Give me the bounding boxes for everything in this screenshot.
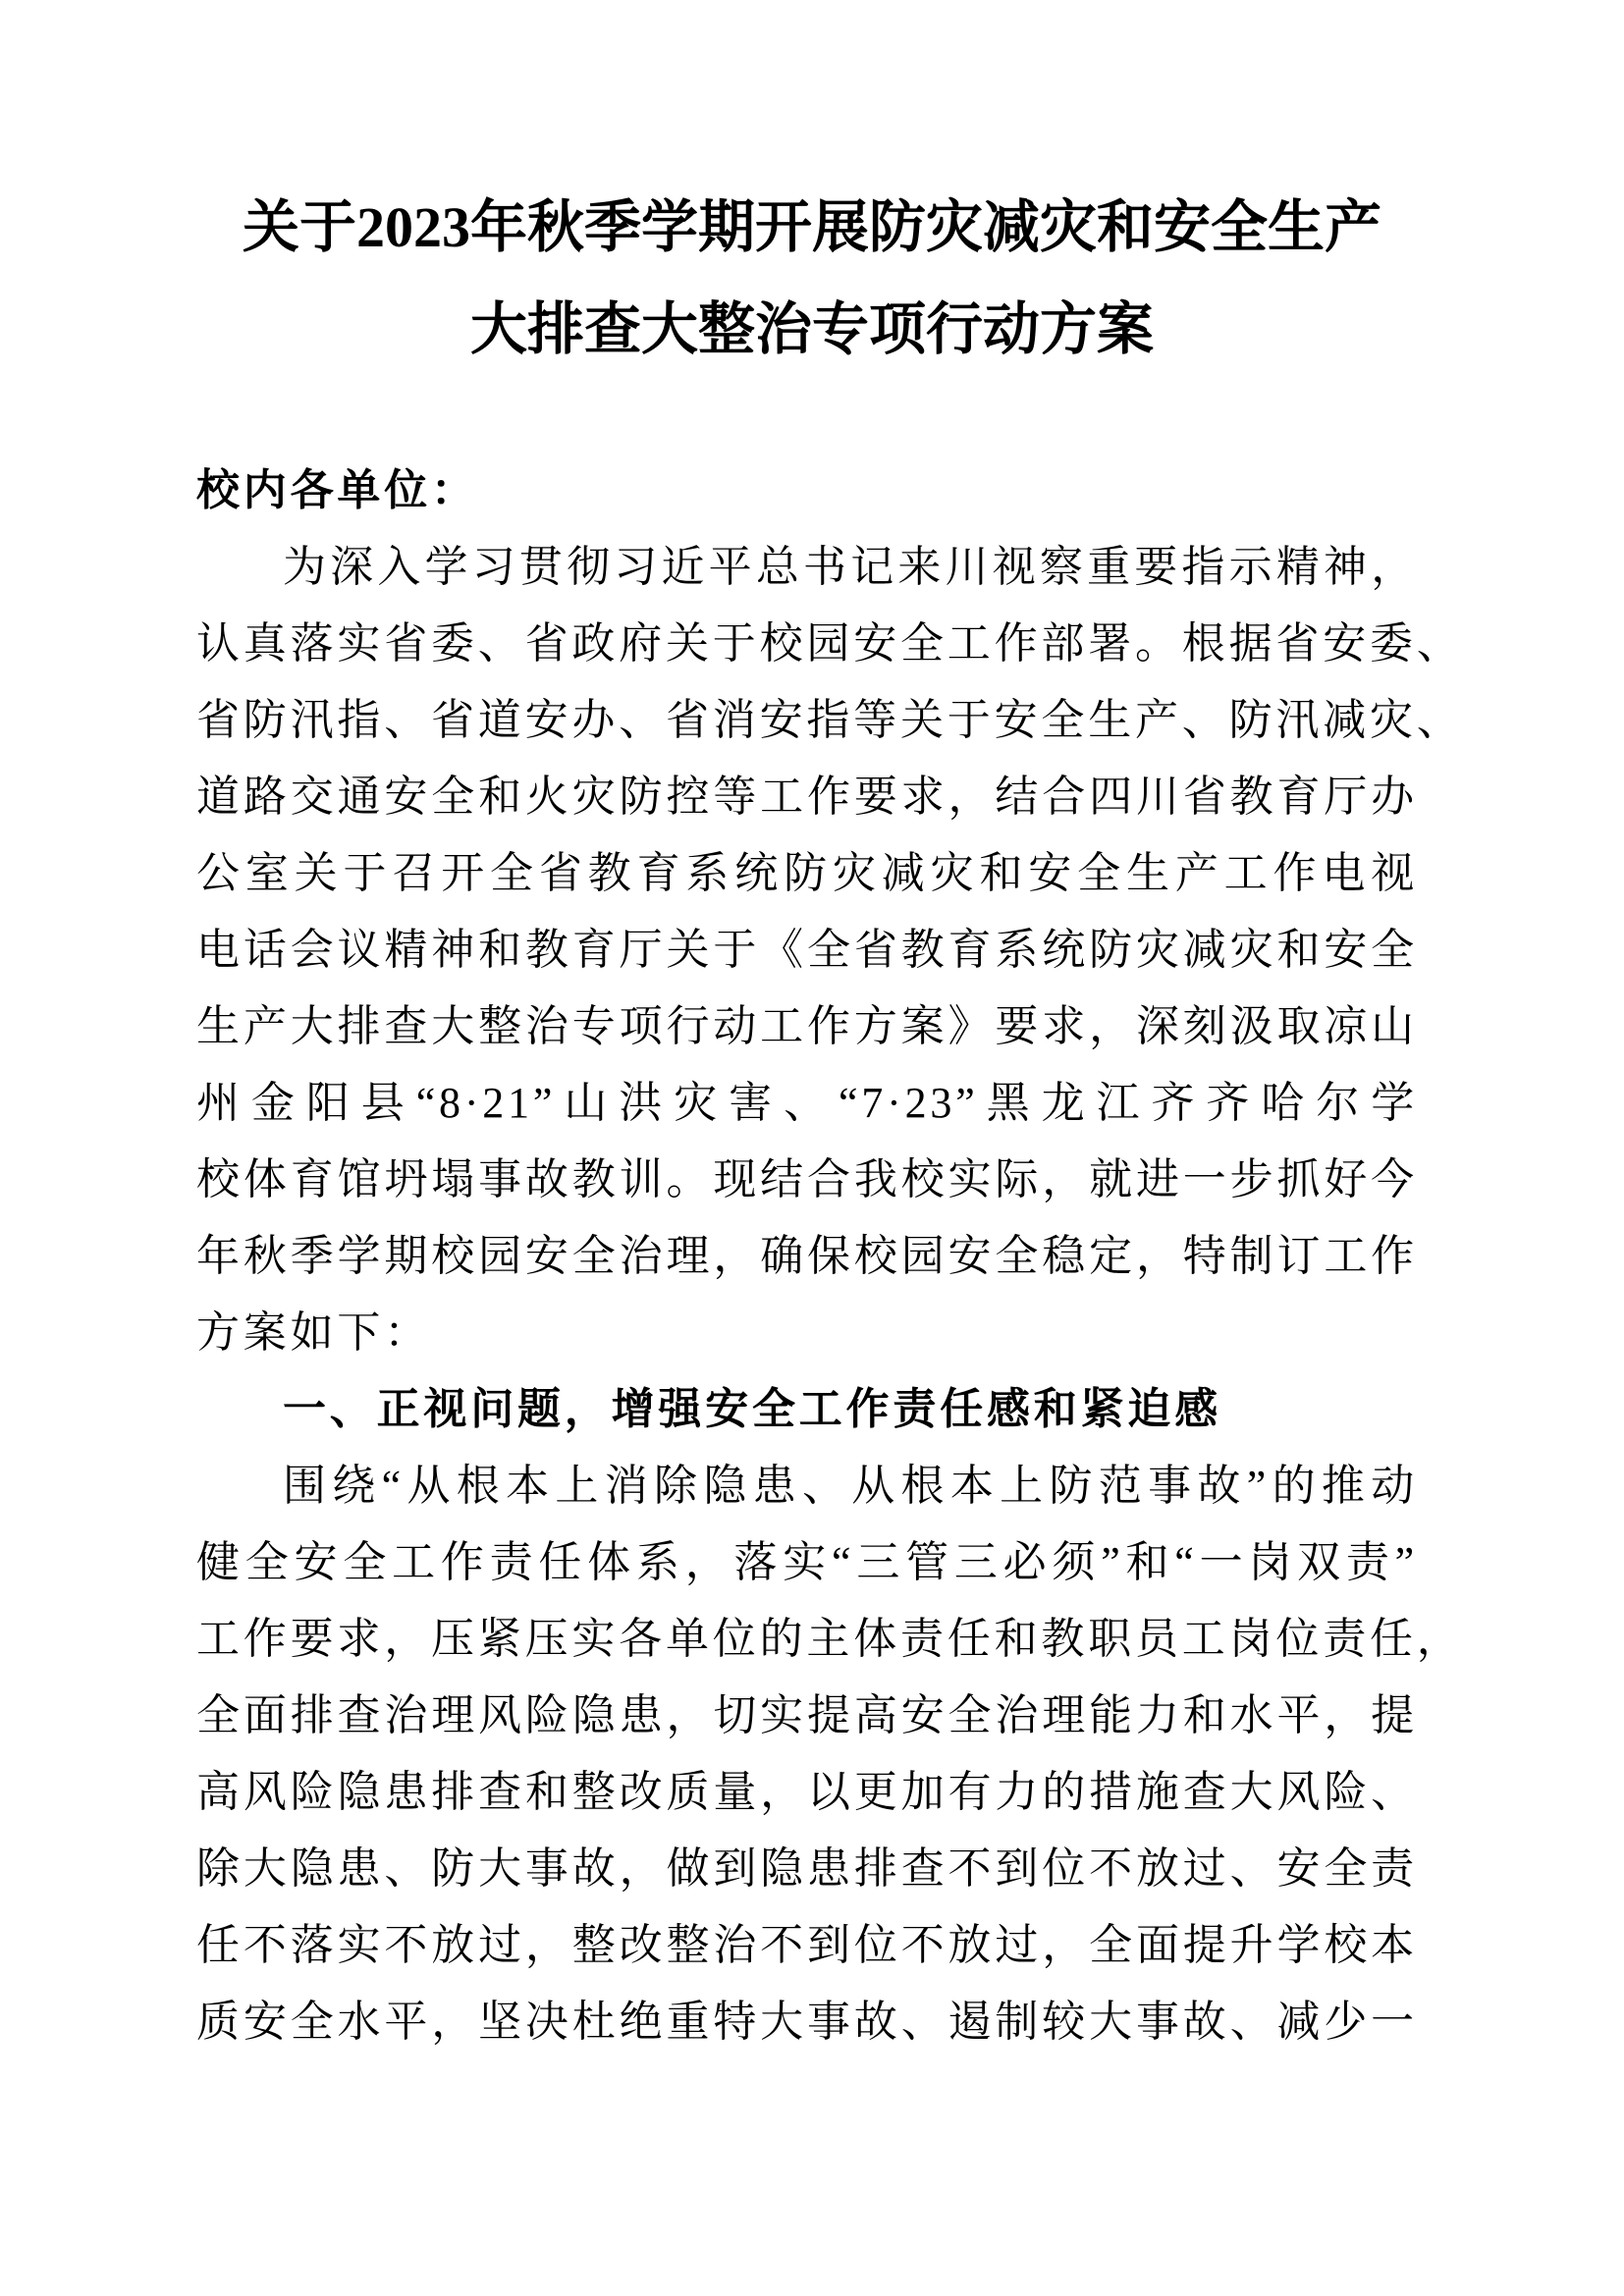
paragraph-2 (196, 1448, 1464, 2060)
body-line: 省防汛指、省道安办、省消安指等关于安全生产、防汛减灾、 (196, 696, 1464, 744)
body-line: 认真落实省委、省政府关于校园安全工作部署。根据省安委、 (196, 619, 1464, 667)
body-line: 围绕“从根本上消除隐患、从根本上防范事故”的推动 (283, 1462, 1418, 1510)
body-line: 工作要求，压紧压实各单位的主体责任和教职员工岗位责任， (196, 1615, 1464, 1663)
section-heading: 一、正视问题，增强安全工作责任感和紧迫感 (283, 1385, 1221, 1433)
body-line: 年秋季学期校园安全治理，确保校园安全稳定，特制订工作 (196, 1232, 1418, 1280)
body-line: 生产大排查大整治专项行动工作方案》要求，深刻汲取凉山 (196, 1002, 1418, 1050)
body-line: 校体育馆坍塌事故教训。现结合我校实际，就进一步抓好今 (196, 1155, 1418, 1203)
body-line: 全面排查治理风险隐患，切实提高安全治理能力和水平，提 (196, 1691, 1418, 1739)
paragraph-1 (196, 529, 1464, 1371)
body-line: 质安全水平，坚决杜绝重特大事故、遏制较大事故、减少一 (196, 1998, 1418, 2046)
body-line: 健全安全工作责任体系，落实“三管三必须”和“一岗双责” (196, 1538, 1418, 1586)
title-line-1: 关于2023年秋季学期开展防灾减灾和安全生产 (242, 195, 1381, 259)
document-body (196, 453, 1464, 2060)
title-line-2: 大排查大整治专项行动方案 (469, 297, 1154, 361)
body-line: 除大隐患、防大事故，做到隐患排查不到位不放过、安全责 (196, 1844, 1418, 1893)
body-line: 方案如下： (196, 1308, 431, 1357)
body-line: 任不落实不放过，整改整治不到位不放过，全面提升学校本 (196, 1921, 1418, 1969)
body-line: 高风险隐患排查和整改质量，以更加有力的措施查大风险、 (196, 1768, 1418, 1816)
body-line: 为深入学习贯彻习近平总书记来川视察重要指示精神， (283, 543, 1418, 591)
salutation: 校内各单位： (196, 466, 478, 514)
body-line: 电话会议精神和教育厅关于《全省教育系统防灾减灾和安全 (196, 926, 1418, 974)
body-line: 州金阳县“8·21”山洪灾害、“7·23”黑龙江齐齐哈尔学 (196, 1079, 1418, 1127)
body-line: 公室关于召开全省教育系统防灾减灾和安全生产工作电视 (196, 849, 1418, 897)
document-title (0, 177, 1624, 381)
body-line: 道路交通安全和火灾防控等工作要求，结合四川省教育厅办 (196, 773, 1418, 821)
